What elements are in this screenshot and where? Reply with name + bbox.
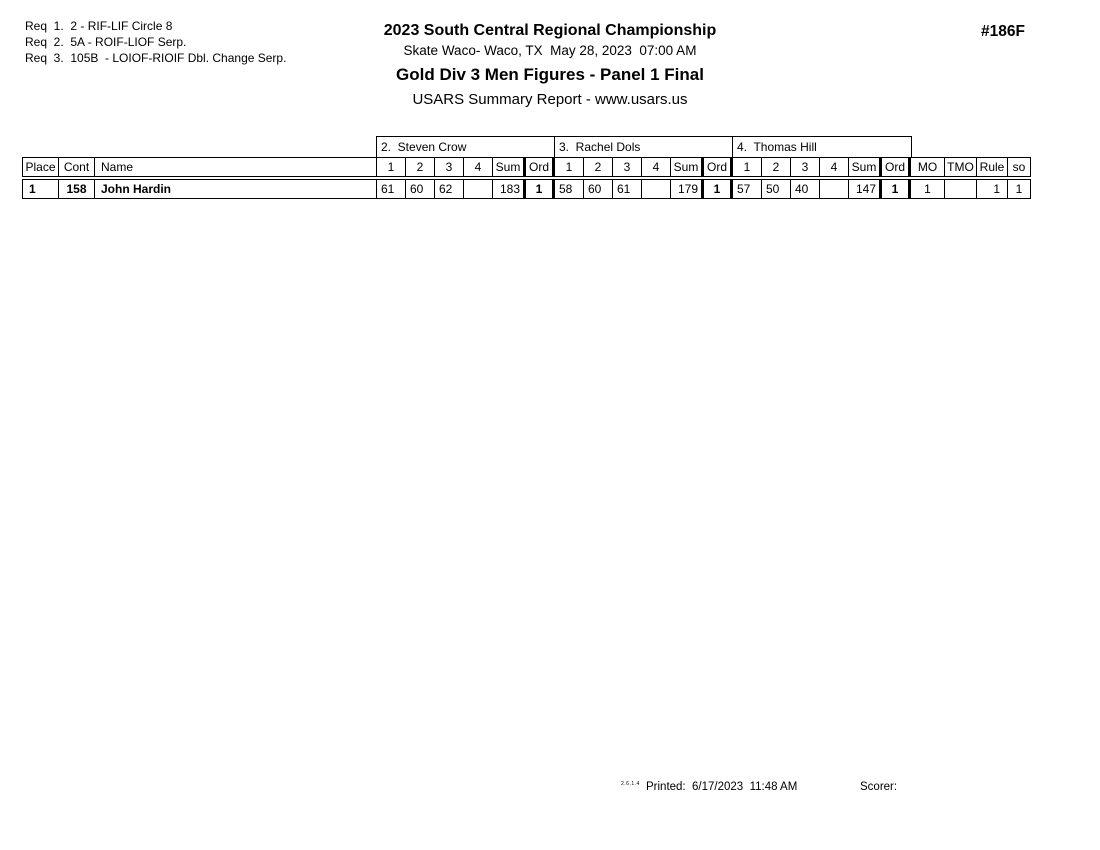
col-cont: Cont <box>59 158 95 176</box>
req-line-1: Req 1. 2 - RIF-LIF Circle 8 <box>25 19 173 33</box>
req-line-2: Req 2. 5A - ROIF-LIOF Serp. <box>25 35 187 49</box>
cell-j2-score4 <box>642 180 671 198</box>
cell-j3-ord: 1 <box>879 180 911 198</box>
judge-names-row <box>376 136 912 158</box>
cell-mo: 1 <box>911 180 945 198</box>
col-j1-sum: Sum <box>495 160 521 174</box>
cell-j3-score3: 40 <box>791 180 820 198</box>
results-table <box>22 136 1032 202</box>
cell-j1-score1: 61 <box>377 180 406 198</box>
col-rule: Rule <box>977 158 1008 176</box>
cell-so: 1 <box>1015 182 1023 196</box>
col-mo: MO <box>911 158 945 176</box>
col-j3-ord: Ord <box>879 158 911 176</box>
col-j2-ord: Ord <box>701 158 733 176</box>
col-j2-trial3: 3 <box>613 158 642 176</box>
cell-j2-ord: 1 <box>701 180 733 198</box>
cell-j3-score1: 57 <box>733 180 762 198</box>
col-j1-trial4: 4 <box>464 158 493 176</box>
col-j3-trial1: 1 <box>733 158 762 176</box>
column-header-row <box>22 157 1031 177</box>
col-j2-trial2: 2 <box>584 158 613 176</box>
col-so: so <box>1012 160 1026 174</box>
cell-j1-ord: 1 <box>523 180 555 198</box>
cell-place: 1 <box>23 180 59 198</box>
printed-timestamp: Printed: 6/17/2023 11:48 AM <box>646 781 798 793</box>
software-version: 2.6.1.4 <box>621 781 640 787</box>
req-line-3: Req 3. 105B - LOIOF-RIOIF Dbl. Change Serp. <box>25 51 287 65</box>
cell-j3-sum: 147 <box>855 182 876 196</box>
judge-name-3: 4. Thomas Hill <box>737 140 817 154</box>
col-j1-ord: Ord <box>523 158 555 176</box>
cell-cont-number: 158 <box>59 180 95 198</box>
venue-date-line: Skate Waco- Waco, TX May 28, 2023 07:00 AM <box>403 43 697 58</box>
col-tmo: TMO <box>945 158 977 176</box>
cell-j1-score2: 60 <box>406 180 435 198</box>
cell-j3-score2: 50 <box>762 180 791 198</box>
event-number: #186F <box>981 23 1025 40</box>
col-j1-trial2: 2 <box>406 158 435 176</box>
cell-j2-score2: 60 <box>584 180 613 198</box>
cell-tmo <box>945 180 977 198</box>
cell-j1-score4 <box>464 180 493 198</box>
judge-name-2: 3. Rachel Dols <box>555 137 733 157</box>
cell-j2-score1: 58 <box>555 180 584 198</box>
cell-j2-sum: 179 <box>677 182 698 196</box>
col-j3-trial3: 3 <box>791 158 820 176</box>
cell-skater-name: John Hardin <box>95 180 377 198</box>
col-j3-trial2: 2 <box>762 158 791 176</box>
col-j2-sum: Sum <box>673 160 699 174</box>
col-j3-trial4: 4 <box>820 158 849 176</box>
cell-j1-score3: 62 <box>435 180 464 198</box>
col-j3-sum: Sum <box>851 160 877 174</box>
judge-name-1: 2. Steven Crow <box>377 137 555 157</box>
cell-j3-score4 <box>820 180 849 198</box>
col-j2-trial1: 1 <box>555 158 584 176</box>
col-name: Name <box>95 158 377 176</box>
col-j2-trial4: 4 <box>642 158 671 176</box>
cell-j1-sum: 183 <box>499 182 520 196</box>
event-title: Gold Div 3 Men Figures - Panel 1 Final <box>396 65 704 84</box>
cell-j2-score3: 61 <box>613 180 642 198</box>
report-type-line: USARS Summary Report - www.usars.us <box>412 91 688 108</box>
col-j1-trial3: 3 <box>435 158 464 176</box>
col-place: Place <box>23 158 59 176</box>
table-row <box>22 179 1031 199</box>
cell-rule: 1 <box>977 180 1008 198</box>
championship-title: 2023 South Central Regional Championship <box>383 22 717 39</box>
scorer-label: Scorer: <box>860 781 898 793</box>
col-j1-trial1: 1 <box>377 158 406 176</box>
